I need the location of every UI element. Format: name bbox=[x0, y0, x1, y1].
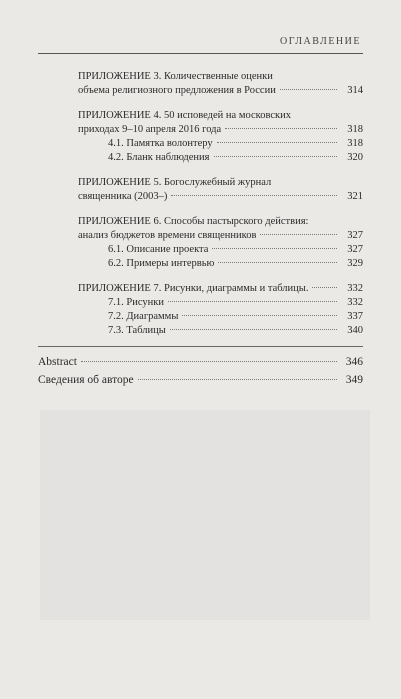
page-number: 340 bbox=[347, 325, 363, 336]
toc-entry-appendix-7[interactable] bbox=[38, 282, 363, 296]
toc-subentry-title: 4.1. Памятка волонтеру bbox=[108, 138, 213, 149]
toc-subentry-title: 4.2. Бланк наблюдения bbox=[108, 152, 210, 163]
page-number: 314 bbox=[347, 85, 363, 96]
dot-leader bbox=[182, 315, 337, 316]
page-number: 318 bbox=[347, 124, 363, 135]
toc-subentry-title: 6.2. Примеры интервью bbox=[108, 258, 215, 269]
toc-subentry-7-1[interactable] bbox=[38, 296, 363, 310]
toc-subentry-4-1[interactable] bbox=[38, 137, 363, 151]
dot-leader bbox=[217, 142, 337, 143]
page-number: 321 bbox=[347, 191, 363, 202]
dot-leader bbox=[214, 156, 338, 157]
page-number: 332 bbox=[347, 297, 363, 308]
dot-leader bbox=[81, 361, 337, 362]
toc-subentry-4-2[interactable] bbox=[38, 151, 363, 165]
header-rule bbox=[38, 53, 363, 54]
toc-entry-title-cont: анализ бюджетов времени священников bbox=[78, 230, 257, 241]
dot-leader bbox=[138, 379, 337, 380]
page-number: 327 bbox=[347, 244, 363, 255]
toc-subentry-6-1[interactable] bbox=[38, 243, 363, 257]
page-number: 329 bbox=[347, 258, 363, 269]
page-number: 318 bbox=[347, 138, 363, 149]
dot-leader bbox=[170, 329, 337, 330]
dot-leader bbox=[280, 89, 337, 90]
toc-subentry-title: 7.1. Рисунки bbox=[108, 297, 164, 308]
dot-leader bbox=[260, 234, 337, 235]
toc-entry-abstract[interactable] bbox=[38, 355, 363, 369]
toc-subentry-7-3[interactable] bbox=[38, 324, 363, 338]
toc-entry-title: ПРИЛОЖЕНИЕ 5. Богослужебный журнал bbox=[78, 177, 272, 188]
dot-leader bbox=[312, 287, 337, 288]
toc-subentry-6-2[interactable] bbox=[38, 257, 363, 271]
toc-entry-appendix-6[interactable] bbox=[38, 215, 363, 243]
dot-leader bbox=[225, 128, 337, 129]
toc-entry-title-cont: приходах 9–10 апреля 2016 года bbox=[78, 124, 222, 135]
toc-subentry-title: 7.2. Диаграммы bbox=[108, 311, 179, 322]
toc-entry-about-author[interactable] bbox=[38, 373, 363, 387]
toc-entry-title: ПРИЛОЖЕНИЕ 7. Рисунки, диаграммы и таблицы. bbox=[78, 283, 309, 294]
section-divider bbox=[38, 346, 363, 347]
dot-leader bbox=[218, 262, 337, 263]
page-number: 349 bbox=[345, 374, 363, 386]
dot-leader bbox=[171, 195, 337, 196]
bleed-through-texture bbox=[40, 410, 370, 620]
toc-entry-title: ПРИЛОЖЕНИЕ 6. Способы пастырского действия: bbox=[78, 216, 309, 227]
toc-entry-title: Сведения об авторе bbox=[38, 374, 134, 386]
toc-subentry-7-2[interactable] bbox=[38, 310, 363, 324]
toc-entry-title: ПРИЛОЖЕНИЕ 3. Количественные оценки bbox=[78, 71, 273, 82]
toc-subentry-title: 6.1. Описание проекта bbox=[108, 244, 209, 255]
page-number: 332 bbox=[347, 283, 363, 294]
dot-leader bbox=[212, 248, 337, 249]
running-head: ОГЛАВЛЕНИЕ bbox=[280, 36, 361, 47]
toc-entry-appendix-5[interactable] bbox=[38, 176, 363, 204]
page-number: 320 bbox=[347, 152, 363, 163]
toc-entry-appendix-3[interactable] bbox=[38, 70, 363, 98]
toc-entry-title-cont: объема религиозного предложения в России bbox=[78, 85, 276, 96]
toc-entry-title: Abstract bbox=[38, 356, 77, 368]
dot-leader bbox=[168, 301, 337, 302]
toc-entry-title: ПРИЛОЖЕНИЕ 4. 50 исповедей на московских bbox=[78, 110, 291, 121]
page-number: 337 bbox=[347, 311, 363, 322]
toc-entry-title-cont: священника (2003–) bbox=[78, 191, 168, 202]
page-number: 346 bbox=[345, 356, 363, 368]
table-of-contents bbox=[38, 70, 363, 387]
page-number: 327 bbox=[347, 230, 363, 241]
toc-entry-appendix-4[interactable] bbox=[38, 109, 363, 137]
toc-subentry-title: 7.3. Таблицы bbox=[108, 325, 166, 336]
